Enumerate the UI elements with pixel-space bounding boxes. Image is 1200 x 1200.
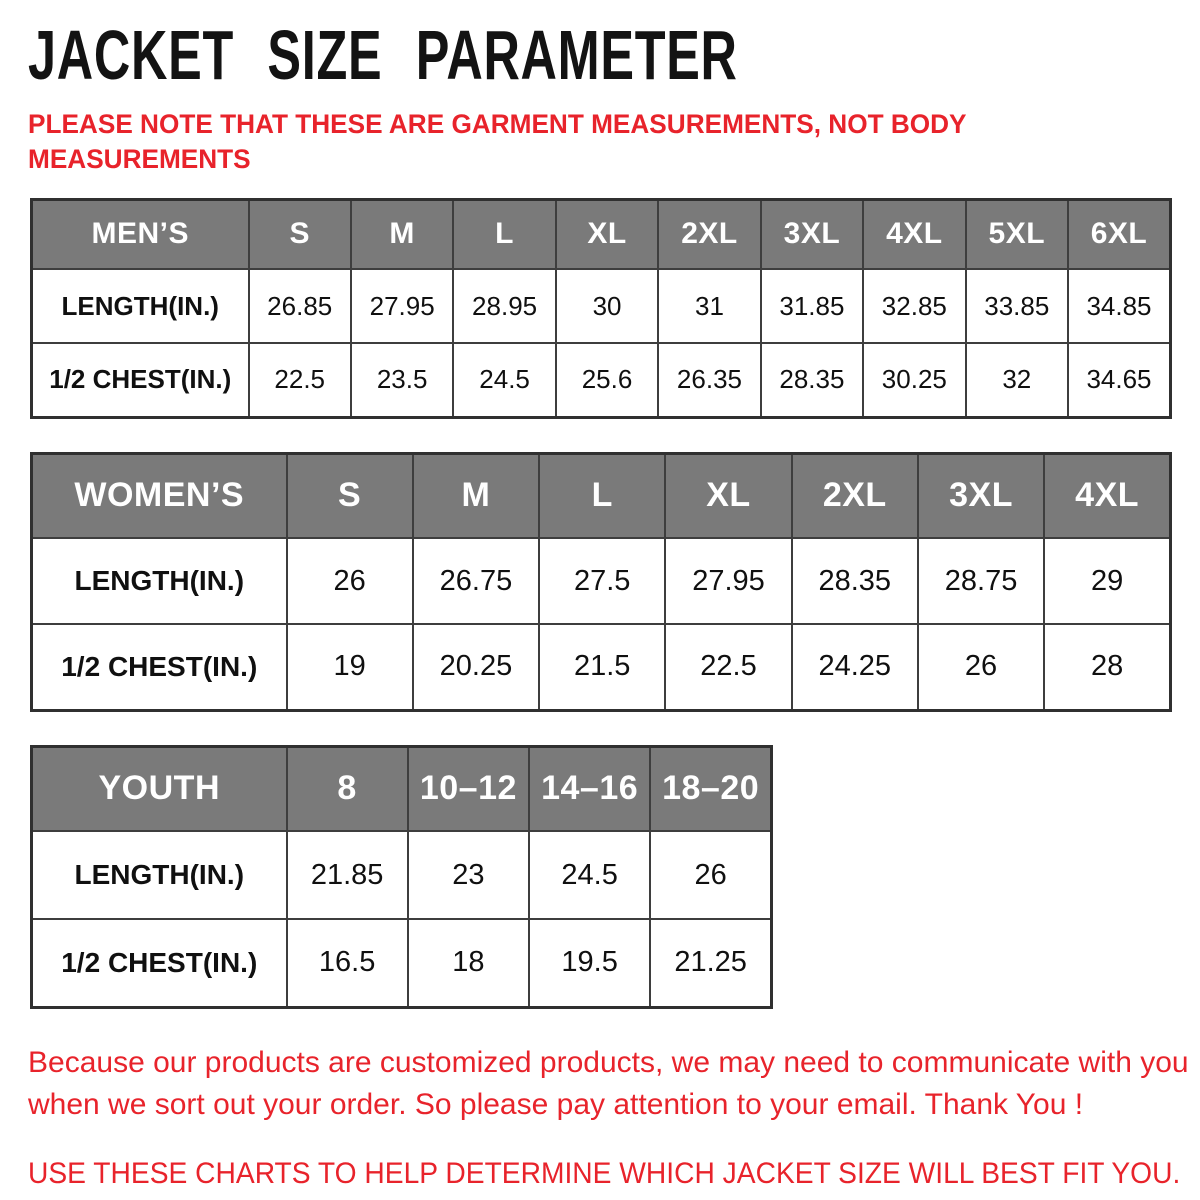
size-header-cell: 3XL (761, 199, 863, 269)
size-value-cell: 34.65 (1068, 343, 1171, 417)
size-value-cell: 28.75 (918, 538, 1044, 624)
size-value-cell: 31 (658, 269, 760, 343)
row-label-cell: LENGTH(IN.) (32, 538, 287, 624)
size-header-cell: L (453, 199, 555, 269)
size-header-cell: S (287, 453, 413, 538)
size-tables-container (30, 198, 1172, 1009)
size-value-cell: 24.25 (792, 624, 918, 710)
size-header-cell: M (351, 199, 453, 269)
size-header-cell: L (539, 453, 665, 538)
size-value-cell: 28.95 (453, 269, 555, 343)
size-header-cell: 5XL (966, 199, 1068, 269)
size-value-cell: 24.5 (529, 831, 650, 919)
size-header-cell: 10–12 (408, 746, 529, 831)
customization-notice-line-2: when we sort out your order. So please pay attention to your email. Thank You ! (28, 1088, 1084, 1122)
measurement-row (32, 831, 772, 919)
size-value-cell: 26 (650, 831, 771, 919)
note-line-2: MEASUREMENTS (28, 144, 251, 175)
size-header-cell: M (413, 453, 539, 538)
size-value-cell: 32.85 (863, 269, 965, 343)
size-value-cell: 26 (918, 624, 1044, 710)
customization-notice (28, 1042, 1189, 1127)
size-value-cell: 32 (966, 343, 1068, 417)
size-header-cell: 3XL (918, 453, 1044, 538)
size-value-cell: 23 (408, 831, 529, 919)
size-header-cell: 2XL (792, 453, 918, 538)
size-value-cell: 31.85 (761, 269, 863, 343)
size-value-cell: 26 (287, 538, 413, 624)
size-value-cell: 26.85 (249, 269, 351, 343)
measurement-row (32, 538, 1171, 624)
measurement-row (32, 269, 1171, 343)
garment-measurement-note (28, 107, 1138, 177)
size-header-cell: XL (556, 199, 658, 269)
size-table-womens (30, 452, 1172, 712)
size-value-cell: 28 (1044, 624, 1170, 710)
measurement-row (32, 343, 1171, 417)
page-title: JACKET SIZE PARAMETER (28, 16, 738, 94)
size-value-cell: 22.5 (249, 343, 351, 417)
measurement-row (32, 919, 772, 1007)
table-name-cell: YOUTH (32, 746, 287, 831)
size-value-cell: 30 (556, 269, 658, 343)
size-value-cell: 19 (287, 624, 413, 710)
row-label-cell: 1/2 CHEST(IN.) (32, 343, 249, 417)
size-value-cell: 19.5 (529, 919, 650, 1007)
size-value-cell: 28.35 (761, 343, 863, 417)
size-value-cell: 27.95 (351, 269, 453, 343)
size-value-cell: 21.5 (539, 624, 665, 710)
size-value-cell: 23.5 (351, 343, 453, 417)
size-value-cell: 28.35 (792, 538, 918, 624)
size-value-cell: 22.5 (665, 624, 791, 710)
size-value-cell: 27.95 (665, 538, 791, 624)
size-value-cell: 26.75 (413, 538, 539, 624)
chart-usage-note: USE THESE CHARTS TO HELP DETERMINE WHICH JACKET SIZE WILL BEST FIT YOU. (28, 1156, 1181, 1190)
size-header-cell: 4XL (863, 199, 965, 269)
size-table-youth (30, 745, 773, 1009)
size-value-cell: 18 (408, 919, 529, 1007)
size-header-cell: 14–16 (529, 746, 650, 831)
size-value-cell: 30.25 (863, 343, 965, 417)
footer-notes (28, 1042, 1189, 1191)
customization-notice-line-1: Because our products are customized products, we may need to communicate with you (28, 1045, 1189, 1079)
size-header-cell: XL (665, 453, 791, 538)
size-value-cell: 29 (1044, 538, 1170, 624)
size-header-cell: 6XL (1068, 199, 1171, 269)
size-header-cell: 18–20 (650, 746, 771, 831)
size-header-cell: S (249, 199, 351, 269)
size-value-cell: 33.85 (966, 269, 1068, 343)
size-header-cell: 8 (287, 746, 408, 831)
size-value-cell: 16.5 (287, 919, 408, 1007)
note-line-1: PLEASE NOTE THAT THESE ARE GARMENT MEASUREMENTS, NOT BODY (28, 109, 967, 140)
row-label-cell: 1/2 CHEST(IN.) (32, 919, 287, 1007)
size-value-cell: 24.5 (453, 343, 555, 417)
size-value-cell: 20.25 (413, 624, 539, 710)
size-value-cell: 21.25 (650, 919, 771, 1007)
row-label-cell: LENGTH(IN.) (32, 269, 249, 343)
table-name-cell: WOMEN’S (32, 453, 287, 538)
measurement-row (32, 624, 1171, 710)
size-header-cell: 2XL (658, 199, 760, 269)
row-label-cell: 1/2 CHEST(IN.) (32, 624, 287, 710)
row-label-cell: LENGTH(IN.) (32, 831, 287, 919)
size-value-cell: 26.35 (658, 343, 760, 417)
size-value-cell: 34.85 (1068, 269, 1171, 343)
size-table-mens (30, 198, 1172, 419)
size-value-cell: 25.6 (556, 343, 658, 417)
table-name-cell: MEN’S (32, 199, 249, 269)
size-value-cell: 27.5 (539, 538, 665, 624)
size-header-cell: 4XL (1044, 453, 1170, 538)
size-value-cell: 21.85 (287, 831, 408, 919)
